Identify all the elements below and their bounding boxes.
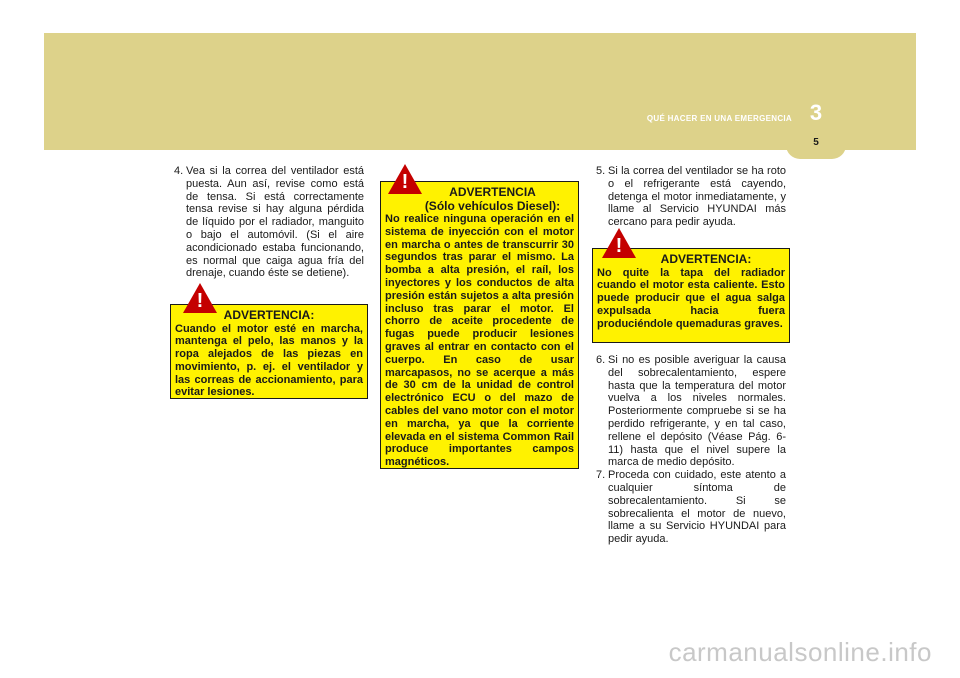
list-item-4 bbox=[174, 165, 364, 280]
item-number: 7. bbox=[596, 469, 606, 482]
warning-box-diesel bbox=[380, 181, 579, 469]
item-text: Proceda con cuidado, este atento a cualquier síntoma de sobrecalentamiento. Si se sobrecalienta el motor de nuevo, llame a su Servicio HYUNDAI para pedir ayuda. bbox=[608, 469, 786, 546]
item-number: 5. bbox=[596, 165, 606, 177]
item-text: Si la correa del ventilador se ha roto o el refrigerante está cayendo, detenga el motor inmediatamente, y llame al Servicio HYUNDAI más cercano para pedir ayuda. bbox=[608, 165, 786, 229]
warning-title: ADVERTENCIA: bbox=[660, 252, 752, 266]
list-item-6 bbox=[596, 354, 786, 469]
warning-triangle-icon: ! bbox=[388, 164, 422, 194]
page-number: 5 bbox=[813, 137, 819, 148]
section-title: QUÉ HACER EN UNA EMERGENCIA bbox=[646, 114, 792, 123]
item-number: 6. bbox=[596, 354, 606, 366]
left-column bbox=[174, 165, 364, 280]
item-text: Si no es posible averiguar la causa del sobrecalentamiento, espere hasta que la temperatura del motor vuelva a los niveles normales. Posteriormente compruebe si se ha perdido refrigerante, y en tal caso, rellene el depósito (Véase Pág. 6-11) hasta que el nivel supere la marca de medio depósito. bbox=[608, 354, 786, 469]
chapter-number: 3 bbox=[809, 100, 823, 125]
warning-subtitle: (Sólo vehículos Diesel): bbox=[424, 198, 561, 213]
warning-triangle-icon: ! bbox=[183, 283, 217, 313]
item-number: 4. bbox=[174, 165, 184, 177]
list-item-5 bbox=[596, 165, 786, 229]
warning-triangle-icon: ! bbox=[602, 228, 636, 258]
warning-title: ADVERTENCIA: bbox=[223, 308, 315, 322]
item-text: Vea si la correa del ventilador está puesta. Aun así, revise como está de tensa. Si está correctamente tensa revise si hay alguna pérdida de líquido por el radiador, manguito o bajo el automóvil. (Si el aire acondicionado estaba funcionando, es normal que caiga agua fría del drenaje, cuando éste se detiene). bbox=[186, 165, 364, 280]
warning-text: Cuando el motor esté en marcha, mantenga el pelo, las manos y la ropa alejados de las piezas en movimiento, p. ej. el ventilador y las correas de accionamiento, para evitar lesiones. bbox=[175, 322, 363, 399]
warning-box-radiator bbox=[592, 248, 790, 343]
warning-text: No realice ninguna operación en el sistema de inyección con el motor en marcha o antes de transcurrir 30 segundos tras parar el mismo. La bomba a alta presión, el raíl, los inyectores y los conductos de alta presión están sujetos a alta presión incluso tras parar el motor. El chorro de aceite procedente de fugas puede producir lesiones graves al entrar en contacto con el cuerpo. En caso de usar marcapasos, no se acerque a más de 30 cm de la unidad de control electrónico ECU o del mazo de cables del vano motor con el motor en marcha, ya que la corriente elevada en el sistema Common Rail produce importantes campos magnéticos. bbox=[385, 213, 574, 469]
warning-box-fan bbox=[170, 304, 368, 399]
right-column-top bbox=[596, 165, 786, 229]
watermark: carmanualsonline.info bbox=[668, 637, 932, 667]
right-column-bottom bbox=[596, 354, 786, 546]
warning-title: ADVERTENCIA bbox=[449, 185, 536, 199]
warning-text: No quite la tapa del radiador cuando el motor esta caliente. Esto puede producir que el agua salga expulsada hacia fuera produciéndole quemaduras graves. bbox=[597, 266, 785, 330]
list-item-7 bbox=[596, 469, 786, 546]
